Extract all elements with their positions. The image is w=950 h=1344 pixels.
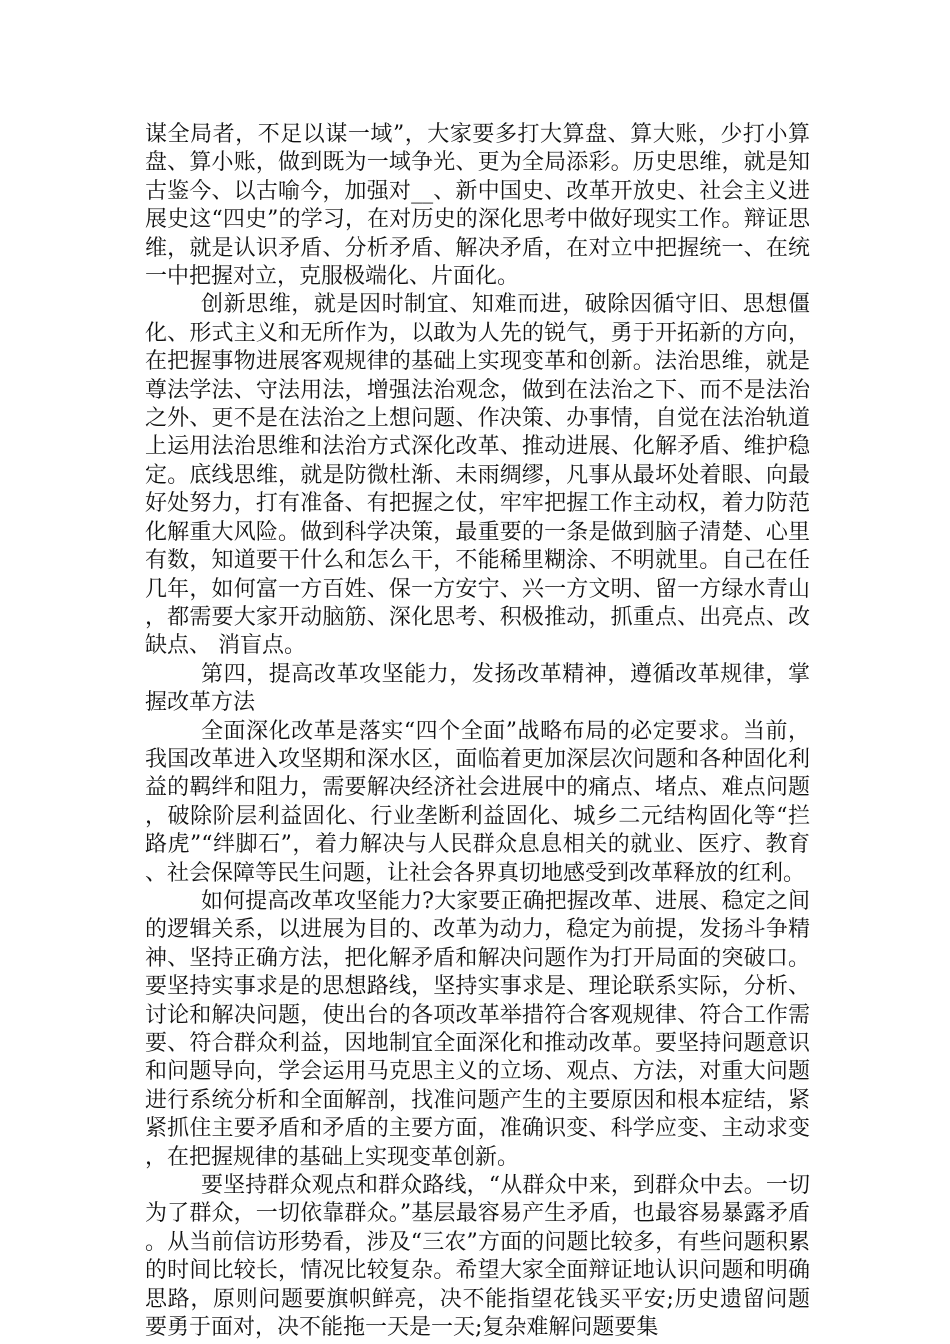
paragraph-5: 如何提高改革攻坚能力?大家要正确把握改革、进展、稳定之间的逻辑关系，以进展为目的、改革为动力，稳定为前提，发扬斗争精神、坚持正确方法，把化解矛盾和解决问题作为打开局面的突破口。要坚持实事求是的思想路线，坚持实事求是、理论联系实际，分析、讨论和解决问题，使出台的各项改革举措符合客观规律、符合工作需要、符合群众利益，因地制宜全面深化和推动改革。要坚持问题意识和问题导向，学会运用马克思主义的立场、观点、方法，对重大问题进行系统分析和全面解剖，找准问题产生的主要原因和根本症结，紧紧抓住主要矛盾和矛盾的主要方面，准确识变、科学应变、主动求变，在把握规律的基础上实现变革创新。 — [145, 888, 810, 1170]
paragraph-1: 谋全局者，不足以谋一域”，大家要多打大算盘、算大账，少打小算盘、算小账，做到既为一域争光、更为全局添彩。历史思维，就是知古鉴今、以古喻今，加强对__、新中国史、改革开放史、社会主义进展史这“四史”的学习，在对历史的深化思考中做好现实工作。辩证思维，就是认识矛盾、分析矛盾、解决矛盾，在对立中把握统一、在统一中把握对立，克服极端化、片面化。 — [145, 122, 810, 290]
section-heading: 第四，提高改革攻坚能力，发扬改革精神，遵循改革规律，掌握改革方法 — [145, 661, 810, 716]
paragraph-6: 要坚持群众观点和群众路线，“从群众中来，到群众中去。一切为了群众，一切依靠群众。”基层最容易产生矛盾，也最容易暴露矛盾。从当前信访形势看，涉及“三农”方面的问题比较多，有些问题积累的时间比较长，情况比较复杂。希望大家全面辩证地认识问题和明确思路，原则问题要旗帜鲜亮，决不能指望花钱买平安;历史遗留问题要勇于面对，决不能拖一天是一天;复杂难解问题要集 — [145, 1173, 810, 1341]
document-page — [145, 121, 810, 1342]
paragraph-4: 全面深化改革是落实“四个全面”战略布局的必定要求。当前，我国改革进入攻坚期和深水区，面临着更加深层次问题和各种固化利益的羁绊和阻力，需要解决经济社会进展中的痛点、堵点、难点问题，破除阶层利益固化、行业垄断利益固化、城乡二元结构固化等“拦路虎”“绊脚石”，着力解决与人民群众息息相关的就业、医疗、教育、社会保障等民生问题，让社会各界真切地感受到改革释放的红利。 — [145, 718, 810, 886]
paragraph-2: 创新思维，就是因时制宜、知难而进，破除因循守旧、思想僵化、形式主义和无所作为，以敢为人先的锐气，勇于开拓新的方向，在把握事物进展客观规律的基础上实现变革和创新。法治思维，就是尊法学法、守法用法，增强法治观念，做到在法治之下、而不是法治之外、更不是在法治之上想问题、作决策、办事情，自觉在法治轨道上运用法治思维和法治方式深化改革、推动进展、化解矛盾、维护稳定。底线思维，就是防微杜渐、未雨绸缪，凡事从最坏处着眼、向最好处努力，打有准备、有把握之仗，牢牢把握工作主动权，着力防范化解重大风险。做到科学决策，最重要的一条是做到脑子清楚、心里有数，知道要干什么和怎么干，不能稀里糊涂、不明就里。自己在任几年，如何富一方百姓、保一方安宁、兴一方文明、留一方绿水青山，都需要大家开动脑筋、深化思考、积极推动，抓重点、出亮点、改缺点、 消盲点。 — [145, 292, 810, 659]
